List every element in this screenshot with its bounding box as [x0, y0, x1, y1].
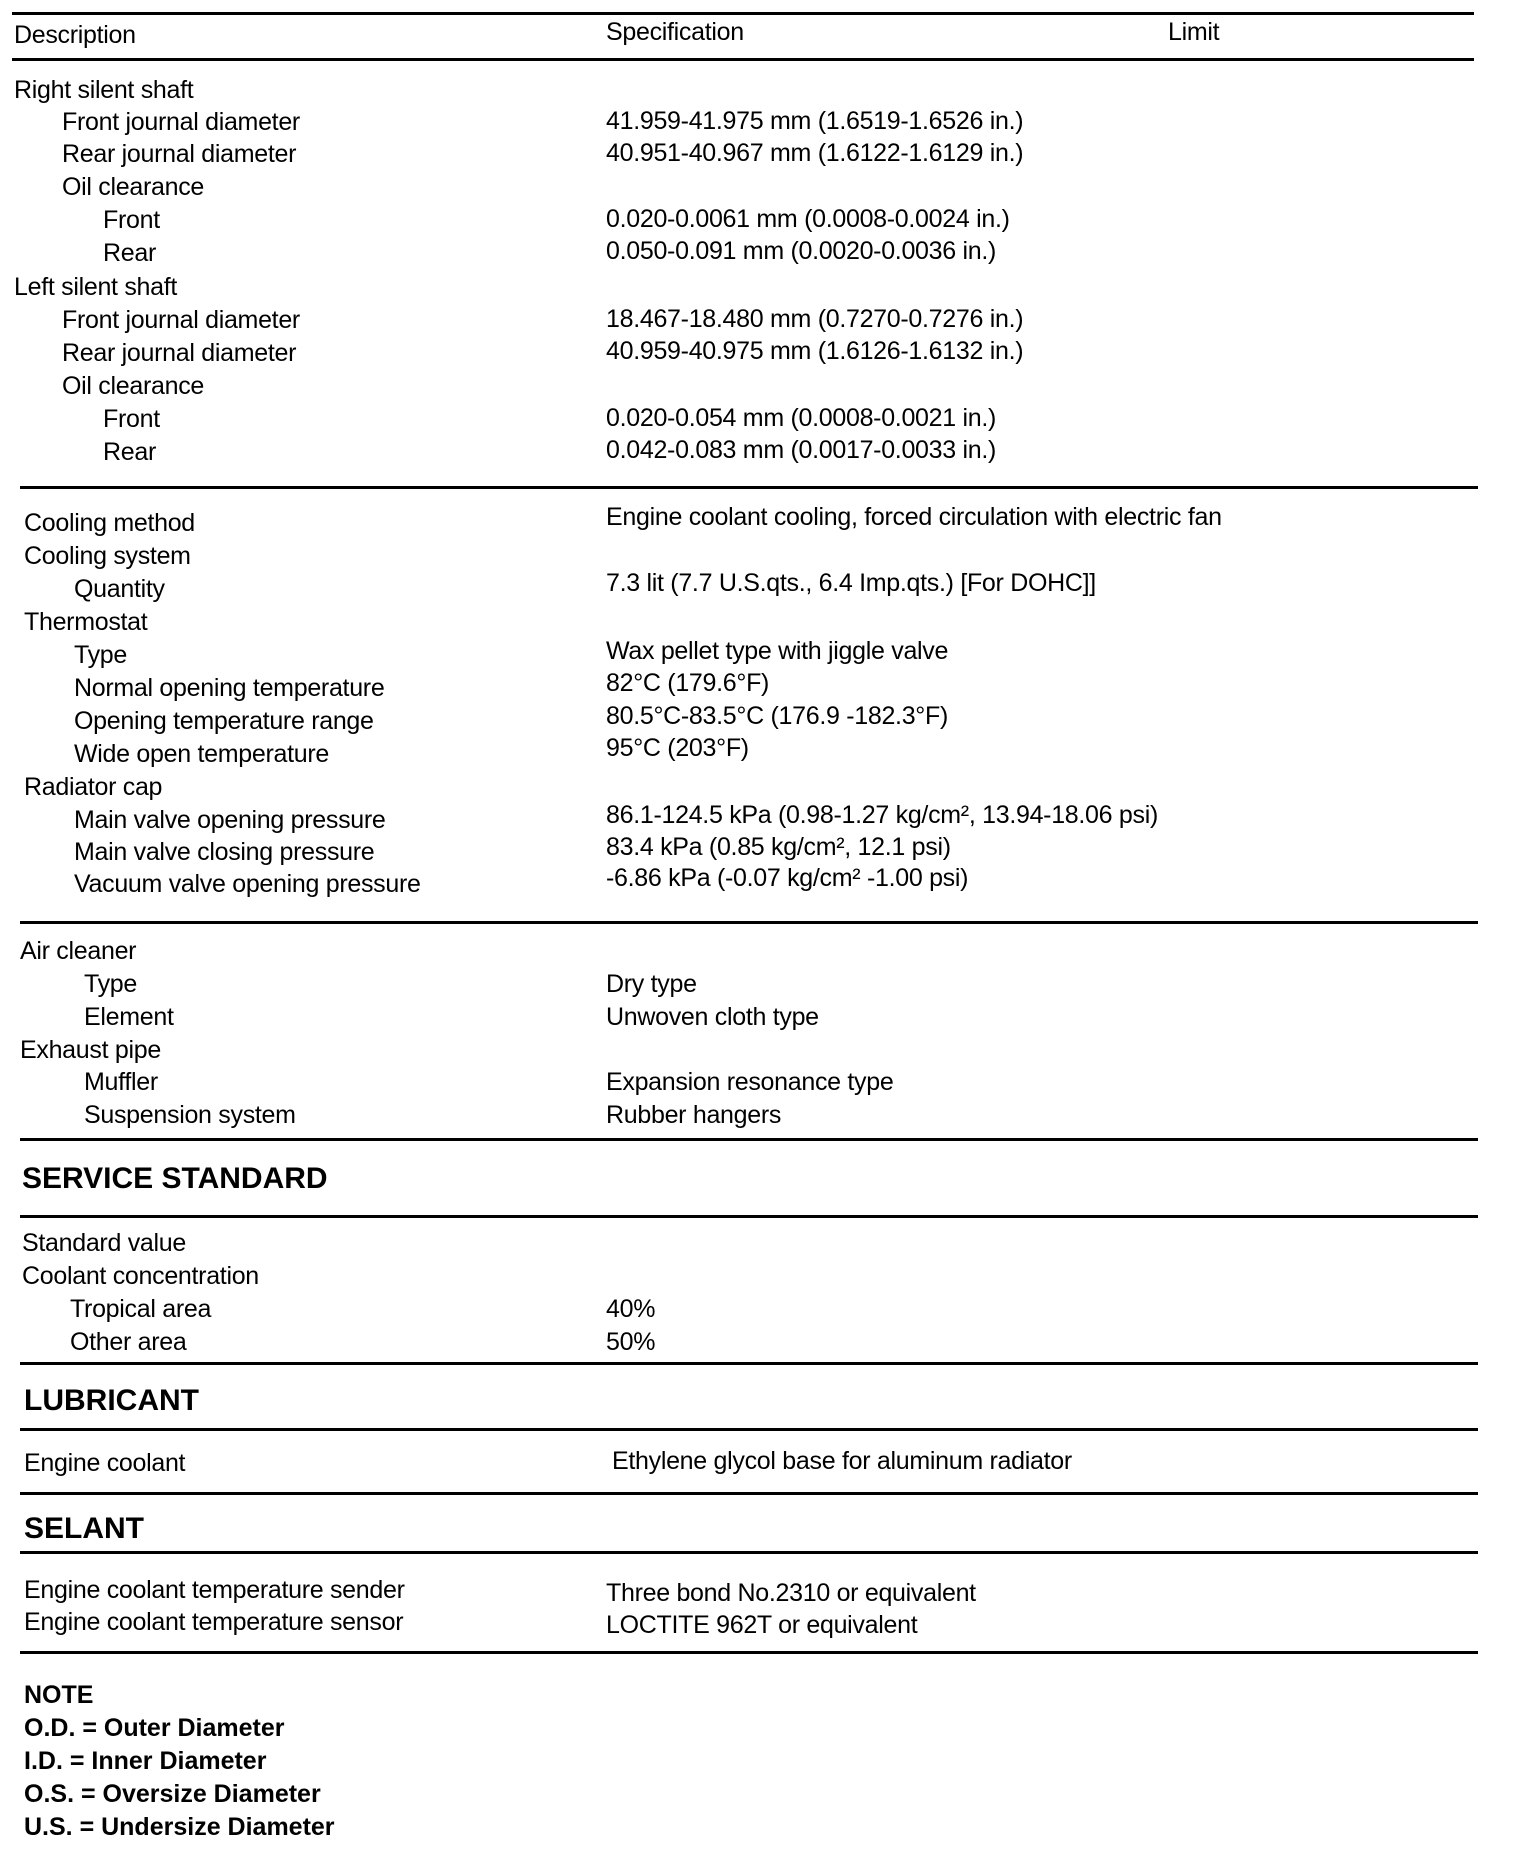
section-rule	[20, 1362, 1478, 1365]
header-top-rule	[12, 12, 1474, 15]
temp-sender-value: Three bond No.2310 or equivalent	[606, 1579, 976, 1607]
other-area-value: 50%	[606, 1328, 656, 1356]
thermostat-type-value: Wax pellet type with jiggle valve	[606, 637, 949, 665]
main-valve-closing-value: 83.4 kPa (0.85 kg/cm², 12.1 psi)	[606, 833, 951, 861]
section-rule	[20, 1428, 1478, 1431]
column-header-specification: Specification	[606, 18, 744, 46]
right-front-journal-label: Front journal diameter	[62, 108, 300, 136]
wide-open-temp-value: 95°C (203°F)	[606, 734, 749, 762]
section-rule	[20, 1651, 1478, 1654]
right-rear-journal-value: 40.951-40.967 mm (1.6122-1.6129 in.)	[606, 139, 1024, 167]
air-cleaner-label: Air cleaner	[20, 937, 137, 965]
vacuum-valve-opening-value: -6.86 kPa (-0.07 kg/cm² -1.00 psi)	[606, 864, 969, 892]
opening-temp-range-label: Opening temperature range	[74, 707, 374, 735]
left-front-journal-label: Front journal diameter	[62, 306, 300, 334]
cooling-quantity-value: 7.3 lit (7.7 U.S.qts., 6.4 Imp.qts.) [For DOHC]]	[606, 569, 1096, 597]
right-silent-shaft-title: Right silent shaft	[14, 76, 194, 104]
note-line: I.D. = Inner Diameter	[24, 1747, 267, 1775]
section-rule	[20, 486, 1478, 489]
column-header-limit: Limit	[1168, 18, 1220, 46]
cooling-method-label: Cooling method	[24, 509, 195, 537]
left-oil-rear-value: 0.042-0.083 mm (0.0017-0.0033 in.)	[606, 436, 997, 464]
right-oil-front-label: Front	[103, 206, 160, 234]
temp-sender-label: Engine coolant temperature sender	[24, 1576, 405, 1604]
left-front-journal-value: 18.467-18.480 mm (0.7270-0.7276 in.)	[606, 305, 1024, 333]
standard-value-label: Standard value	[22, 1229, 186, 1257]
main-valve-opening-value: 86.1-124.5 kPa (0.98-1.27 kg/cm², 13.94-18.06 psi)	[606, 801, 1158, 829]
air-cleaner-element-value: Unwoven cloth type	[606, 1003, 819, 1031]
right-oil-clearance-label: Oil clearance	[62, 173, 204, 201]
service-standard-heading: SERVICE STANDARD	[22, 1162, 328, 1195]
cooling-method-value: Engine coolant cooling, forced circulation with electric fan	[606, 503, 1222, 531]
section-rule	[20, 1215, 1478, 1218]
main-valve-closing-label: Main valve closing pressure	[74, 838, 375, 866]
muffler-value: Expansion resonance type	[606, 1068, 894, 1096]
wide-open-temp-label: Wide open temperature	[74, 740, 329, 768]
main-valve-opening-label: Main valve opening pressure	[74, 806, 386, 834]
exhaust-pipe-label: Exhaust pipe	[20, 1036, 161, 1064]
air-cleaner-element-label: Element	[84, 1003, 174, 1031]
other-area-label: Other area	[70, 1328, 187, 1356]
coolant-concentration-label: Coolant concentration	[22, 1262, 259, 1290]
right-front-journal-value: 41.959-41.975 mm (1.6519-1.6526 in.)	[606, 107, 1024, 135]
note-heading: NOTE	[24, 1681, 94, 1709]
header-bottom-rule	[12, 58, 1474, 61]
left-oil-front-label: Front	[103, 405, 160, 433]
cooling-quantity-label: Quantity	[74, 575, 165, 603]
right-oil-rear-label: Rear	[103, 239, 156, 267]
note-line: O.S. = Oversize Diameter	[24, 1780, 321, 1808]
right-rear-journal-label: Rear journal diameter	[62, 140, 297, 168]
radiator-cap-label: Radiator cap	[24, 773, 163, 801]
temp-sensor-label: Engine coolant temperature sensor	[24, 1608, 404, 1636]
tropical-area-value: 40%	[606, 1295, 656, 1323]
vacuum-valve-opening-label: Vacuum valve opening pressure	[74, 870, 421, 898]
section-rule	[20, 1492, 1478, 1495]
right-oil-rear-value: 0.050-0.091 mm (0.0020-0.0036 in.)	[606, 237, 997, 265]
engine-coolant-value: Ethylene glycol base for aluminum radiator	[612, 1447, 1072, 1475]
left-rear-journal-value: 40.959-40.975 mm (1.6126-1.6132 in.)	[606, 337, 1024, 365]
note-line: O.D. = Outer Diameter	[24, 1714, 285, 1742]
section-rule	[20, 921, 1478, 924]
opening-temp-range-value: 80.5°C-83.5°C (176.9 -182.3°F)	[606, 702, 949, 730]
tropical-area-label: Tropical area	[70, 1295, 212, 1323]
suspension-system-label: Suspension system	[84, 1101, 296, 1129]
left-oil-front-value: 0.020-0.054 mm (0.0008-0.0021 in.)	[606, 404, 997, 432]
left-rear-journal-label: Rear journal diameter	[62, 339, 297, 367]
section-rule	[20, 1551, 1478, 1554]
lubricant-heading: LUBRICANT	[24, 1384, 199, 1417]
air-cleaner-type-value: Dry type	[606, 970, 697, 998]
muffler-label: Muffler	[84, 1068, 158, 1096]
section-rule	[20, 1138, 1478, 1141]
left-oil-clearance-label: Oil clearance	[62, 372, 204, 400]
left-oil-rear-label: Rear	[103, 438, 156, 466]
normal-opening-temp-label: Normal opening temperature	[74, 674, 385, 702]
column-header-description: Description	[14, 21, 136, 49]
engine-coolant-label: Engine coolant	[24, 1449, 186, 1477]
suspension-system-value: Rubber hangers	[606, 1101, 782, 1129]
left-silent-shaft-title: Left silent shaft	[14, 273, 178, 301]
note-line: U.S. = Undersize Diameter	[24, 1813, 335, 1841]
thermostat-label: Thermostat	[24, 608, 148, 636]
thermostat-type-label: Type	[74, 641, 127, 669]
cooling-system-label: Cooling system	[24, 542, 191, 570]
right-oil-front-value: 0.020-0.0061 mm (0.0008-0.0024 in.)	[606, 205, 1010, 233]
air-cleaner-type-label: Type	[84, 970, 137, 998]
normal-opening-temp-value: 82°C (179.6°F)	[606, 669, 770, 697]
selant-heading: SELANT	[24, 1512, 144, 1545]
temp-sensor-value: LOCTITE 962T or equivalent	[606, 1611, 918, 1639]
